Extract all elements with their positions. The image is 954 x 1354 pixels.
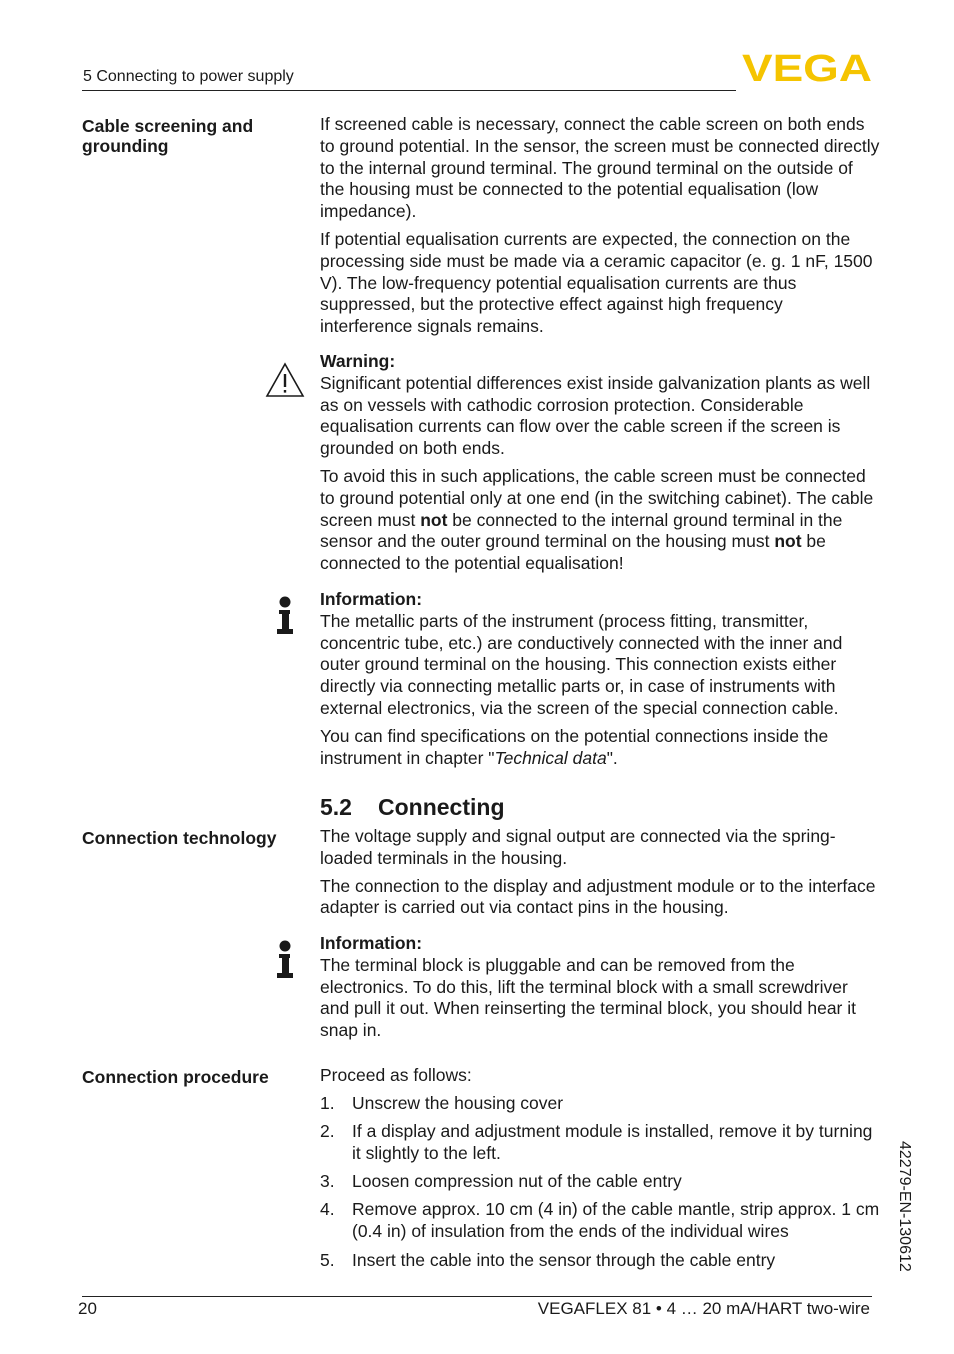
section-number: 5.2 bbox=[320, 794, 352, 820]
paragraph: You can find specifications on the potential connections inside the instrument in chapter "Technical data". bbox=[320, 725, 829, 768]
footer-title: VEGAFLEX 81 • 4 … 20 mA/HART two-wire bbox=[537, 1299, 870, 1318]
paragraph: The voltage supply and signal output are connected via the spring-loaded terminals in the housing. bbox=[320, 826, 836, 868]
paragraph: The terminal block is pluggable and can be removed from the electronics. To do this, lift the terminal block with a small screwdriver and pull it out. When reinserting the terminal block, you should hear it snap in. bbox=[320, 954, 856, 1041]
document-number: 42279-EN-130612 bbox=[896, 1141, 913, 1272]
information-label: Information: bbox=[320, 589, 423, 609]
connection-technology-body bbox=[320, 826, 880, 919]
paragraph: If screened cable is necessary, connect the cable screen on both ends to ground potential. In the sensor, the screen must be connected directly to the internal ground terminal. The ground terminal on the outside of the housing must be connected to the potential equalisation (low impedance). bbox=[320, 114, 880, 222]
paragraph: The metallic parts of the instrument (process fitting, transmitter, concentric tube, etc.) are conductively connected with the inner and outer ground terminal on the housing. This connection exists either directly via connecting metallic parts or, in case of instruments with external electronics, via the screen of the special connection cable. bbox=[320, 610, 843, 718]
paragraph: Significant potential differences exist inside galvanization plants as well as on vessels with cathodic corrosion protection. Considerable equalisation currents can flow over the cable screen if the screen is grounded on both ends. bbox=[320, 372, 871, 459]
warning-label: Warning: bbox=[320, 351, 396, 371]
warning-triangle-icon bbox=[265, 362, 305, 398]
procedure-steps: 1. Unscrew the housing cover 2. If a display and adjustment module is installed, remove it by turning it slightly to the left. 3. Loosen compression nut of the cable entry 4. Remove approx. 10 cm (4 in) of the cable mantle, strip approx. 1 cm (0.4 in) of insulation from the ends of the individual wires 5. Insert the cable into the sensor through the cable entry bbox=[320, 1093, 880, 1270]
page-number: 20 bbox=[78, 1299, 97, 1318]
information-icon bbox=[276, 940, 294, 980]
header-rule bbox=[82, 90, 736, 91]
paragraph: If potential equalisation currents are expected, the connection on the processing side must be made via a ceramic capacitor (e. g. 1 nF, 1500 V). The low-frequency potential equalisation currents are thus suppressed, but the protective effect against high frequency interference signals remains. bbox=[320, 228, 873, 337]
paragraph: The connection to the display and adjustment module or to the interface adapter is carried out via contact pins in the housing. bbox=[320, 875, 876, 918]
side-label-cable-screening: Cable screening and grounding bbox=[82, 116, 254, 156]
information-block-2 bbox=[320, 933, 880, 1042]
procedure-intro: Proceed as follows: bbox=[320, 1065, 472, 1085]
section-heading bbox=[320, 794, 505, 821]
warning-block bbox=[320, 351, 880, 575]
cable-screening-body bbox=[320, 114, 880, 338]
information-block bbox=[320, 589, 880, 769]
footer-rule bbox=[82, 1296, 872, 1297]
logo-text: VEGA bbox=[742, 52, 872, 84]
information-icon bbox=[276, 596, 294, 636]
side-label-connection-procedure: Connection procedure bbox=[82, 1067, 269, 1087]
section-title: Connecting bbox=[378, 794, 505, 820]
information-label: Information: bbox=[320, 933, 423, 953]
running-header: 5 Connecting to power supply bbox=[83, 68, 294, 85]
paragraph: To avoid this in such applications, the cable screen must be connected to ground potential only at one end (in the switching cabinet). The cable screen must not be connected to the internal ground terminal in the sensor and the outer ground terminal on the housing must not be connected to the potential equalisation! bbox=[320, 465, 874, 574]
side-label-connection-technology: Connection technology bbox=[82, 828, 277, 848]
vega-logo bbox=[742, 52, 872, 84]
